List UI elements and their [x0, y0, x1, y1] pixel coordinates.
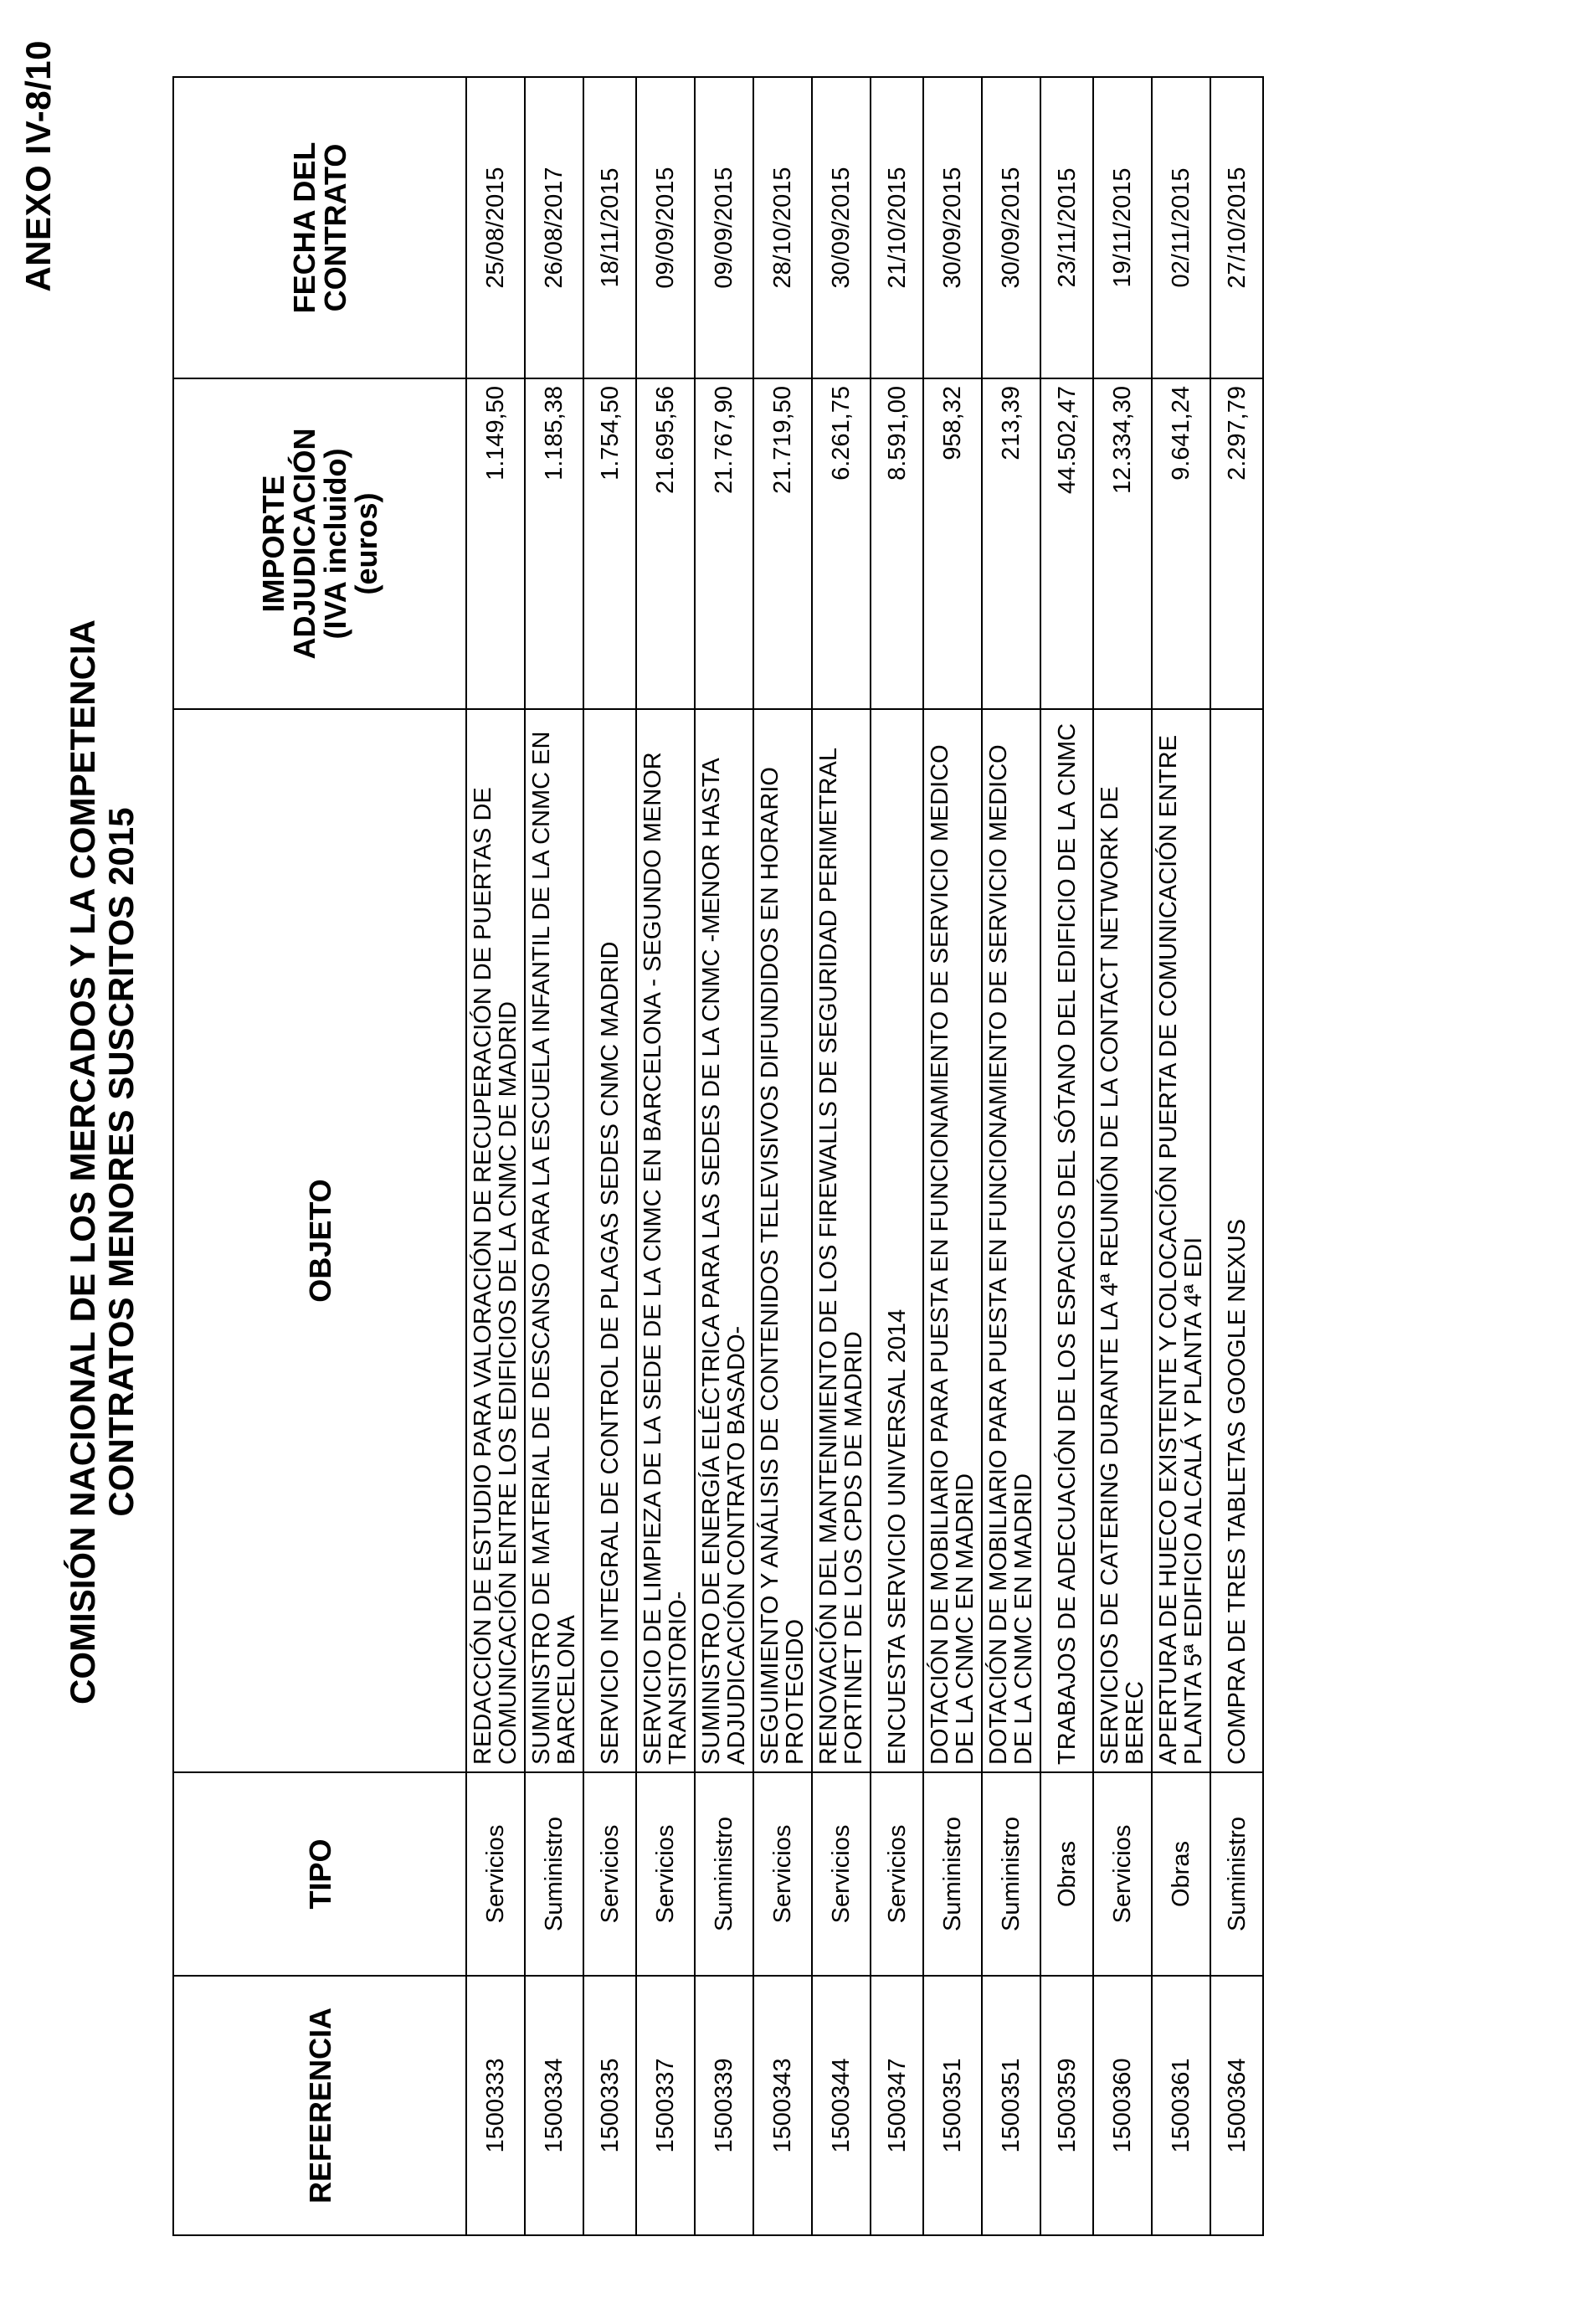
cell-importe: 21.767,90: [695, 378, 753, 709]
header-fecha: [173, 77, 466, 378]
cell-importe: 12.334,30: [1093, 378, 1152, 709]
cell-tipo: Servicios: [466, 1772, 525, 1976]
cell-importe: 21.695,56: [636, 378, 695, 709]
cell-objeto: SEGUIMIENTO Y ANÁLISIS DE CONTENIDOS TELEVISIVOS DIFUNDIDOS EN HORARIO PROTEGIDO: [753, 709, 812, 1772]
cell-fecha: 26/08/2017: [525, 77, 583, 378]
cell-objeto: REDACCIÓN DE ESTUDIO PARA VALORACIÓN DE RECUPERACIÓN DE PUERTAS DE COMUNICACIÓN ENTRE LOS EDIFICIOS DE LA CNMC DE MADRID: [466, 709, 525, 1772]
cell-tipo: Servicios: [871, 1772, 923, 1976]
cell-referencia: 1500334: [525, 1976, 583, 2235]
cell-tipo: Suministro: [1210, 1772, 1263, 1976]
cell-tipo: Servicios: [583, 1772, 636, 1976]
cell-objeto: TRABAJOS DE ADECUACIÓN DE LOS ESPACIOS DEL SÓTANO DEL EDIFICIO DE LA CNMC: [1040, 709, 1093, 1772]
header-tipo: TIPO: [173, 1772, 466, 1976]
cell-objeto: DOTACIÓN DE MOBILIARIO PARA PUESTA EN FUNCIONAMIENTO DE SERVICIO MEDICO DE LA CNMC EN MADRID: [923, 709, 982, 1772]
table-header-row: [173, 77, 466, 2235]
cell-tipo: Suministro: [923, 1772, 982, 1976]
table-row: [982, 77, 1040, 2235]
cell-fecha: 21/10/2015: [871, 77, 923, 378]
cell-objeto: COMPRA DE TRES TABLETAS GOOGLE NEXUS: [1210, 709, 1263, 1772]
cell-tipo: Servicios: [753, 1772, 812, 1976]
cell-fecha: 02/11/2015: [1152, 77, 1210, 378]
cell-importe: 1.149,50: [466, 378, 525, 709]
cell-referencia: 1500361: [1152, 1976, 1210, 2235]
cell-fecha: 09/09/2015: [695, 77, 753, 378]
cell-fecha: 27/10/2015: [1210, 77, 1263, 378]
header-importe-line4: (euros): [349, 492, 383, 595]
cell-importe: 21.719,50: [753, 378, 812, 709]
cell-tipo: Servicios: [812, 1772, 871, 1976]
table-row: [636, 77, 695, 2235]
header-fecha-line1: FECHA DEL: [287, 141, 321, 314]
header-referencia: REFERENCIA: [173, 1976, 466, 2235]
cell-objeto: SERVICIO DE LIMPIEZA DE LA SEDE DE LA CNMC EN BARCELONA - SEGUNDO MENOR TRANSITORIO-: [636, 709, 695, 1772]
cell-importe: 1.185,38: [525, 378, 583, 709]
table-row: [1152, 77, 1210, 2235]
cell-fecha: 25/08/2015: [466, 77, 525, 378]
cell-objeto: ENCUESTA SERVICIO UNIVERSAL 2014: [871, 709, 923, 1772]
annex-label: ANEXO IV-8/10: [18, 40, 58, 292]
cell-objeto: SUMINISTRO DE ENERGÍA ELÉCTRICA PARA LAS SEDES DE LA CNMC -MENOR HASTA ADJUDICACIÓN CONTRATO BASADO-: [695, 709, 753, 1772]
cell-importe: 213,39: [982, 378, 1040, 709]
cell-importe: 2.297,79: [1210, 378, 1263, 709]
cell-tipo: Suministro: [695, 1772, 753, 1976]
cell-objeto: SERVICIO INTEGRAL DE CONTROL DE PLAGAS SEDES CNMC MADRID: [583, 709, 636, 1772]
cell-referencia: 1500333: [466, 1976, 525, 2235]
cell-referencia: 1500344: [812, 1976, 871, 2235]
table-row: [923, 77, 982, 2235]
cell-fecha: 30/09/2015: [923, 77, 982, 378]
cell-referencia: 1500351: [982, 1976, 1040, 2235]
table-row: [466, 77, 525, 2235]
cell-fecha: 09/09/2015: [636, 77, 695, 378]
cell-fecha: 23/11/2015: [1040, 77, 1093, 378]
header-objeto: OBJETO: [173, 709, 466, 1772]
cell-importe: 44.502,47: [1040, 378, 1093, 709]
cell-importe: 6.261,75: [812, 378, 871, 709]
header-importe: [173, 378, 466, 709]
cell-tipo: Obras: [1152, 1772, 1210, 1976]
cell-referencia: 1500335: [583, 1976, 636, 2235]
cell-objeto: DOTACIÓN DE MOBILIARIO PARA PUESTA EN FUNCIONAMIENTO DE SERVICIO MEDICO DE LA CNMC EN MADRID: [982, 709, 1040, 1772]
cell-objeto: SERVICIOS DE CATERING DURANTE LA 4ª REUNIÓN DE LA CONTACT NETWORK DE BEREC: [1093, 709, 1152, 1772]
cell-referencia: 1500351: [923, 1976, 982, 2235]
cell-referencia: 1500347: [871, 1976, 923, 2235]
header-fecha-line2: CONTRATO: [318, 143, 352, 312]
table-row: [695, 77, 753, 2235]
cell-importe: 9.641,24: [1152, 378, 1210, 709]
table-row: [583, 77, 636, 2235]
cell-objeto: SUMINISTRO DE MATERIAL DE DESCANSO PARA LA ESCUELA INFANTIL DE LA CNMC EN BARCELONA: [525, 709, 583, 1772]
header-importe-line2: ADJUDICACIÓN: [287, 428, 321, 660]
page-title: [64, 0, 141, 2324]
header-importe-line3: (IVA incluido): [318, 448, 352, 640]
cell-referencia: 1500343: [753, 1976, 812, 2235]
cell-tipo: Servicios: [1093, 1772, 1152, 1976]
cell-referencia: 1500359: [1040, 1976, 1093, 2235]
cell-objeto: APERTURA DE HUECO EXISTENTE Y COLOCACIÓN PUERTA DE COMUNICACIÓN ENTRE PLANTA 5ª EDIFICIO ALCALÁ Y PLANTA 4ª EDI: [1152, 709, 1210, 1772]
table-row: [871, 77, 923, 2235]
cell-importe: 958,32: [923, 378, 982, 709]
cell-tipo: Obras: [1040, 1772, 1093, 1976]
title-organization: COMISIÓN NACIONAL DE LOS MERCADOS Y LA COMPETENCIA: [63, 620, 102, 1704]
table-row: [1210, 77, 1263, 2235]
table-row: [812, 77, 871, 2235]
cell-fecha: 30/09/2015: [982, 77, 1040, 378]
cell-tipo: Suministro: [982, 1772, 1040, 1976]
cell-tipo: Servicios: [636, 1772, 695, 1976]
table-row: [1040, 77, 1093, 2235]
cell-referencia: 1500360: [1093, 1976, 1152, 2235]
contracts-table: [172, 76, 1264, 2236]
cell-importe: 1.754,50: [583, 378, 636, 709]
cell-fecha: 30/09/2015: [812, 77, 871, 378]
cell-objeto: RENOVACIÓN DEL MANTENIMIENTO DE LOS FIREWALLS DE SEGURIDAD PERIMETRAL FORTINET DE LOS CPDS DE MADRID: [812, 709, 871, 1772]
cell-referencia: 1500364: [1210, 1976, 1263, 2235]
cell-fecha: 18/11/2015: [583, 77, 636, 378]
header-importe-line1: IMPORTE: [256, 475, 290, 613]
table-row: [525, 77, 583, 2235]
cell-referencia: 1500339: [695, 1976, 753, 2235]
cell-importe: 8.591,00: [871, 378, 923, 709]
cell-referencia: 1500337: [636, 1976, 695, 2235]
table-row: [753, 77, 812, 2235]
cell-tipo: Suministro: [525, 1772, 583, 1976]
cell-fecha: 28/10/2015: [753, 77, 812, 378]
title-subtitle: CONTRATOS MENORES SUSCRITOS 2015: [101, 807, 141, 1517]
cell-fecha: 19/11/2015: [1093, 77, 1152, 378]
table-row: [1093, 77, 1152, 2235]
